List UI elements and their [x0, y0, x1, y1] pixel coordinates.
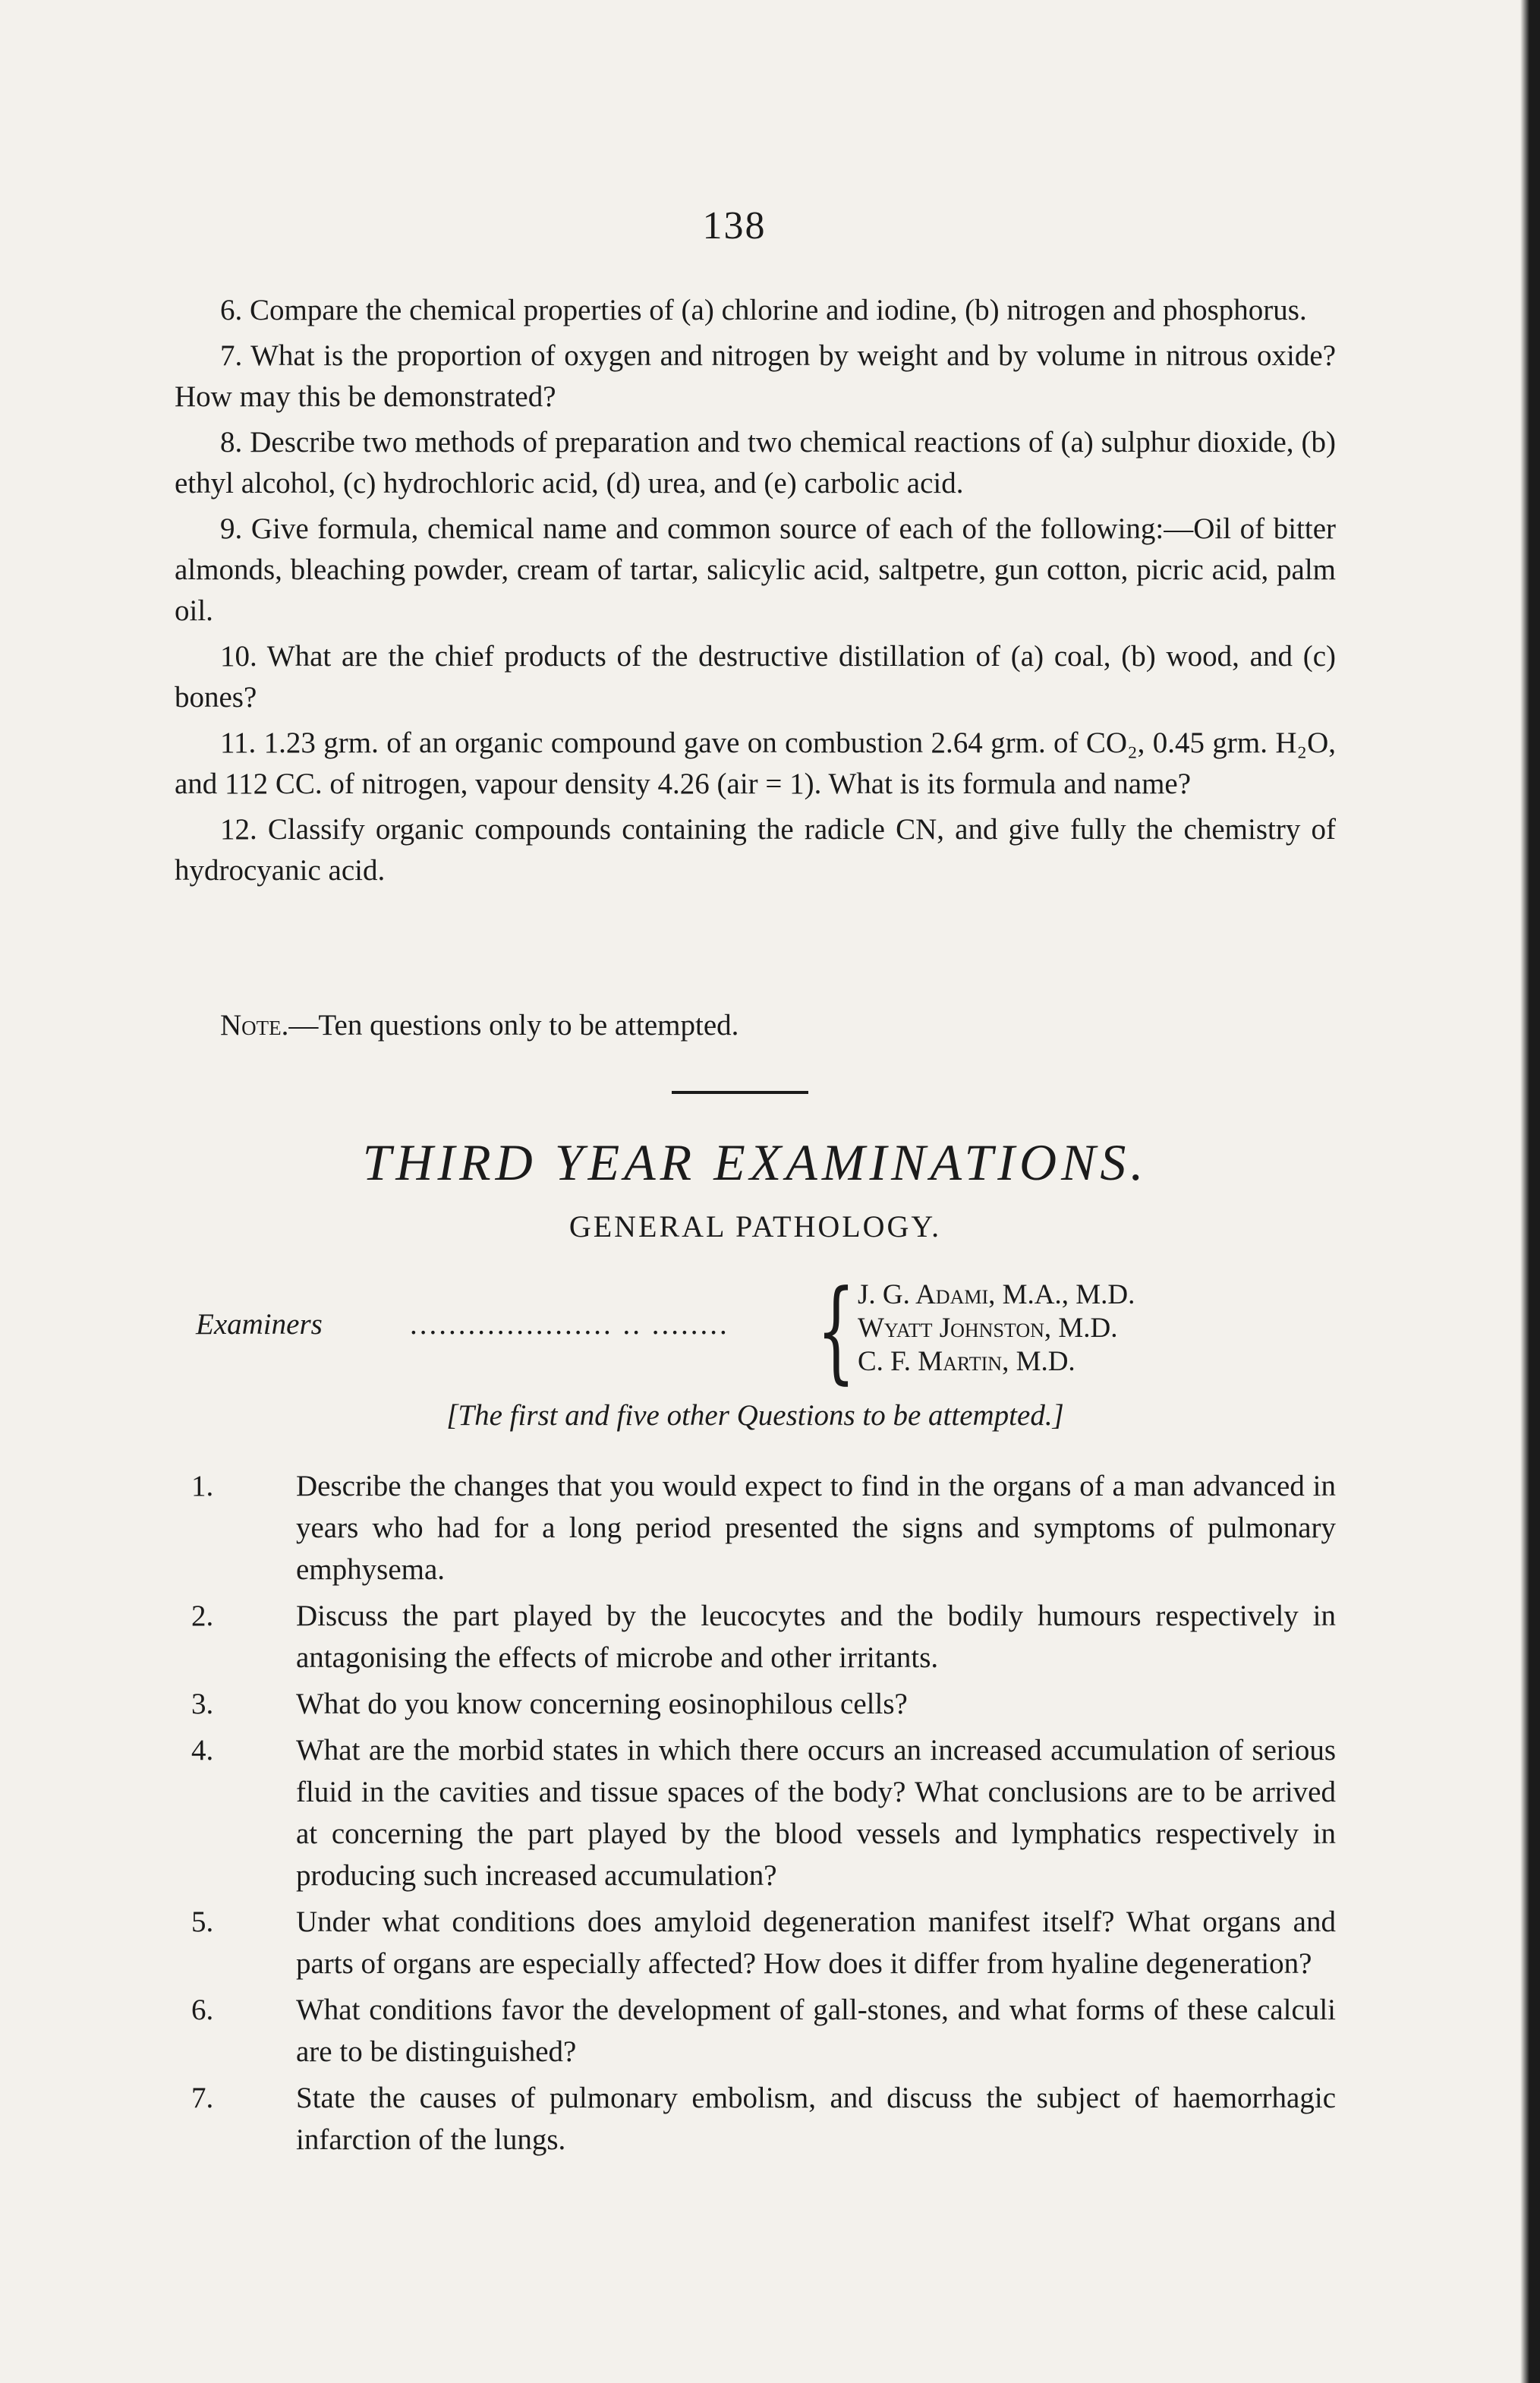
- note-label: Note.: [220, 1009, 289, 1042]
- chemistry-questions: [175, 290, 1336, 896]
- instruction: [The first and five other Questions to be attempted.]: [446, 1399, 1064, 1432]
- question-7: [175, 336, 1336, 418]
- examiner-name: J. G. Adami, M.A., M.D.: [858, 1279, 1135, 1310]
- question-text: 1.23 grm. of an organic compound gave on combustion 2.64 grm. of CO₂, 0.45 grm. H₂O, and 112 CC. of nitrogen, vapour density 4.26 (air = 1). What is its formula and name?: [175, 727, 1336, 800]
- brace-icon: {: [817, 1266, 856, 1395]
- examiners-leader-dots: ..................... .. ........: [410, 1308, 729, 1341]
- pathology-question-3: [182, 1683, 1336, 1725]
- question-number: 11.: [220, 727, 257, 759]
- question-text: Give formula, chemical name and common source of each of the following:—Oil of bitter almonds, bleaching powder, cream of tartar, salicylic acid, saltpetre, gun cotton, picric acid, palm oil.: [175, 512, 1337, 627]
- section-divider: [672, 1091, 808, 1094]
- question-8: [175, 422, 1336, 504]
- question-text: What conditions favor the development of gall-stones, and what forms of these calculi are to be distinguished?: [296, 1994, 1336, 2068]
- examiner-name: C. F. Martin, M.D.: [858, 1346, 1075, 1377]
- question-number: 6.: [220, 294, 243, 326]
- examiners-list: [858, 1278, 1135, 1379]
- question-number: 4.: [191, 1734, 214, 1767]
- question-10: [175, 636, 1336, 718]
- pathology-question-6: [182, 1989, 1336, 2073]
- pathology-question-1: [182, 1465, 1336, 1590]
- question-number: 9.: [220, 512, 243, 545]
- question-number: 7.: [220, 339, 243, 372]
- page-number: 138: [702, 204, 767, 247]
- question-number: 2.: [191, 1600, 214, 1632]
- question-number: 12.: [220, 813, 257, 846]
- question-number: 8.: [220, 426, 243, 459]
- question-text: Describe the changes that you would expect to find in the organs of a man advanced in years who had for a long period presented the signs and symptoms of pulmonary emphysema.: [296, 1470, 1336, 1586]
- question-text: Under what conditions does amyloid degeneration manifest itself? What organs and parts of organs are especially affected? How does it differ from hyaline degeneration?: [296, 1905, 1336, 1980]
- note: [220, 1008, 739, 1042]
- examiner-name: Wyatt Johnston, M.D.: [858, 1313, 1118, 1344]
- question-11: [175, 723, 1336, 805]
- section-title: THIRD YEAR EXAMINATIONS.: [362, 1133, 1148, 1191]
- question-text: Describe two methods of preparation and two chemical reactions of (a) sulphur dioxide, (b) ethyl alcohol, (c) hydrochloric acid, (d) urea, and (e) carbolic acid.: [175, 426, 1336, 500]
- note-text: —Ten questions only to be attempted.: [288, 1009, 739, 1042]
- question-9: [175, 509, 1336, 632]
- question-number: 5.: [191, 1905, 214, 1938]
- question-6: [175, 290, 1336, 331]
- question-number: 3.: [191, 1688, 214, 1720]
- pathology-questions: [182, 1465, 1336, 2165]
- pathology-question-5: [182, 1901, 1336, 1984]
- question-text: What are the chief products of the destructive distillation of (a) coal, (b) wood, and (c) bones?: [175, 640, 1336, 714]
- subject-heading: GENERAL PATHOLOGY.: [568, 1209, 942, 1244]
- pathology-question-4: [182, 1729, 1336, 1896]
- question-number: 6.: [191, 1994, 214, 2026]
- question-text: Classify organic compounds containing the radicle CN, and give fully the chemistry of hydrocyanic acid.: [175, 813, 1336, 887]
- pathology-question-7: [182, 2077, 1336, 2161]
- question-12: [175, 809, 1336, 891]
- question-number: 1.: [191, 1470, 214, 1502]
- question-number: 10.: [220, 640, 257, 673]
- examiners-label: Examiners: [196, 1308, 323, 1341]
- page-binding-edge: [1520, 0, 1540, 2383]
- question-text: What are the morbid states in which there occurs an increased accumulation of serious fluid in the cavities and tissue spaces of the body? What conclusions are to be arrived at concerning the part played by the blood vessels and lymphatics respectively in producing such increased accumulation?: [296, 1734, 1336, 1892]
- question-number: 7.: [191, 2082, 214, 2114]
- question-text: What do you know concerning eosinophilous cells?: [296, 1688, 908, 1720]
- question-text: What is the proportion of oxygen and nitrogen by weight and by volume in nitrous oxide? How may this be demonstrated?: [175, 339, 1337, 413]
- pathology-question-2: [182, 1595, 1336, 1679]
- question-text: Discuss the part played by the leucocytes and the bodily humours respectively in antagonising the effects of microbe and other irritants.: [296, 1600, 1336, 1674]
- question-text: Compare the chemical properties of (a) chlorine and iodine, (b) nitrogen and phosphorus.: [250, 294, 1307, 326]
- question-text: State the causes of pulmonary embolism, and discuss the subject of haemorrhagic infarction of the lungs.: [296, 2082, 1336, 2156]
